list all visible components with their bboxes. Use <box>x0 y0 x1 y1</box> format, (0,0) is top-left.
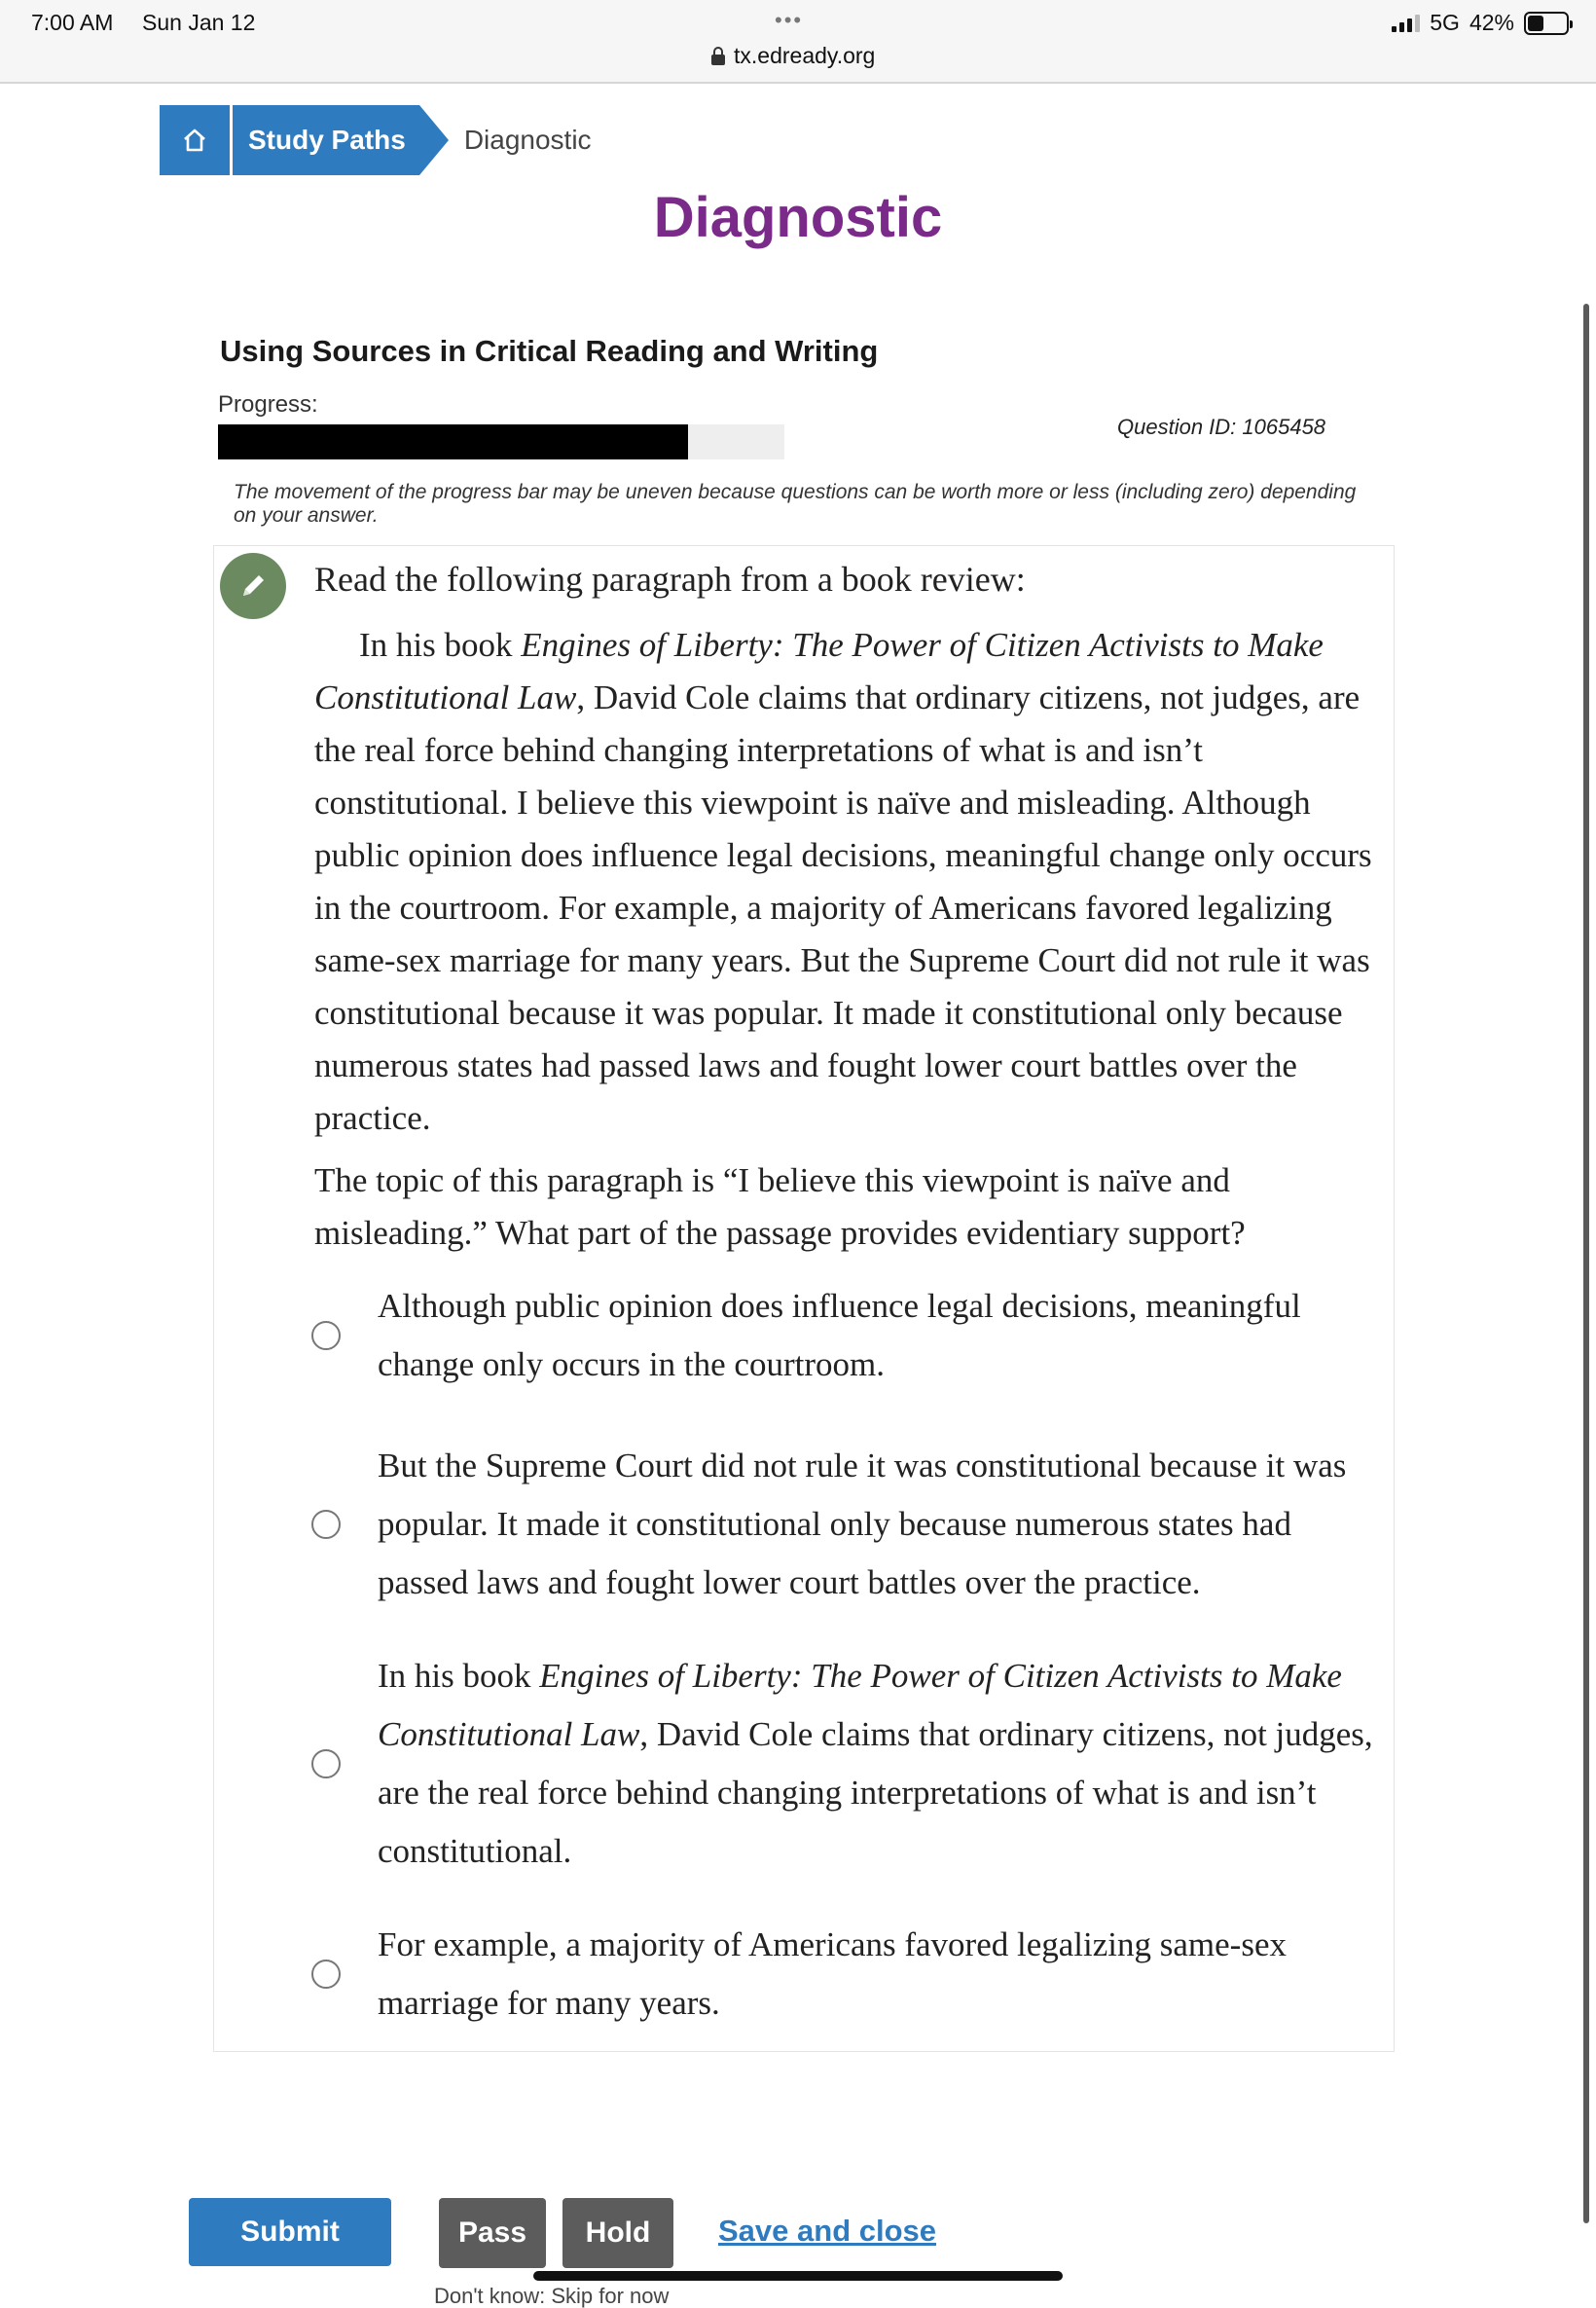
progress-note: The movement of the progress bar may be uneven because questions can be worth more or less (including zero) depending on your answer. <box>234 481 1357 527</box>
url-text: tx.edready.org <box>734 43 876 68</box>
battery-percent: 42% <box>1469 10 1514 35</box>
answer-option-4[interactable] <box>311 1916 1392 2033</box>
pass-button[interactable]: Pass <box>439 2198 546 2268</box>
breadcrumb <box>160 105 592 175</box>
option-rest: , David Cole claims that ordinary citizens, not judges, are the real force behind changing interpretations of what is and isn’t constitutional. <box>378 1715 1373 1870</box>
hold-button[interactable]: Hold <box>562 2198 673 2268</box>
progress-label: Progress: <box>218 391 318 418</box>
option-lead: In his book <box>378 1657 540 1695</box>
section-title: Using Sources in Critical Reading and Writing <box>220 334 879 368</box>
answer-option-3[interactable] <box>311 1647 1392 1881</box>
breadcrumb-arrow <box>419 105 449 175</box>
breadcrumb-study-paths-label: Study Paths <box>248 125 406 155</box>
network-label: 5G <box>1430 10 1460 35</box>
page-title: Diagnostic <box>653 186 943 249</box>
home-icon <box>181 127 208 154</box>
radio-button[interactable] <box>311 1749 341 1778</box>
home-indicator[interactable] <box>533 2271 1063 2281</box>
pencil-icon <box>236 568 271 604</box>
passage-lead: In his book <box>359 626 522 664</box>
scrollbar[interactable] <box>1583 304 1589 2223</box>
breadcrumb-current: Diagnostic <box>463 125 592 155</box>
home-button[interactable] <box>160 105 230 175</box>
address-bar[interactable] <box>710 43 875 69</box>
passage-body: , David Cole claims that ordinary citizens, not judges, are the real force behind changing interpretations of what is and isn’t constitutional. I believe this viewpoint is naïve and misleading. Although public opinion does influence legal decisions, meaningful change only occurs in the courtroom. For example, a majority of Americans favored legalizing same-sex marriage for many years. But the Supreme Court did not rule it was constitutional because it was popular. It made it constitutional only because numerous states had passed laws and fought lower court battles over the practice. <box>314 678 1372 1137</box>
question-passage <box>314 619 1395 1145</box>
radio-button[interactable] <box>311 1960 341 1989</box>
passage-book-title: Engines of Liberty: The Power of Citizen Activists to Make Constitutional Law <box>314 626 1324 716</box>
option-text: But the Supreme Court did not rule it was constitutional because it was popular. It made it constitutional only because numerous states had passed laws and fought lower court battles over the practice. <box>378 1447 1347 1601</box>
lock-icon <box>710 47 726 66</box>
question-id: Question ID: 1065458 <box>1117 415 1326 439</box>
clock-time: 7:00 AM <box>31 10 114 35</box>
radio-button[interactable] <box>311 1321 341 1350</box>
option-text: Although public opinion does influence legal decisions, meaningful change only occurs in the courtroom. <box>378 1287 1301 1383</box>
status-indicators <box>1392 10 1569 36</box>
scratchpad-button[interactable] <box>220 553 286 619</box>
progress-bar <box>218 424 784 459</box>
radio-button[interactable] <box>311 1510 341 1539</box>
clock-date: Sun Jan 12 <box>142 10 256 35</box>
save-and-close-link[interactable]: Save and close <box>718 2214 937 2248</box>
question-intro: Read the following paragraph from a book review: <box>314 560 1026 599</box>
option-book-title: Engines of Liberty: The Power of Citizen Activists to Make Constitutional Law <box>378 1657 1342 1753</box>
more-dots-icon[interactable]: ••• <box>775 8 804 32</box>
battery-level <box>1528 16 1543 31</box>
breadcrumb-study-paths[interactable] <box>233 105 419 175</box>
progress-bar-fill <box>218 424 688 459</box>
browser-status-bar <box>0 0 1596 84</box>
battery-icon <box>1524 12 1569 35</box>
submit-button[interactable]: Submit <box>189 2198 391 2266</box>
question-prompt: The topic of this paragraph is “I believe this viewpoint is naïve and misleading.” What part of the passage provides evidentiary support? <box>314 1161 1246 1252</box>
answer-option-1[interactable] <box>311 1277 1392 1394</box>
signal-icon <box>1392 15 1420 32</box>
skip-note: Don't know: Skip for now <box>434 2284 670 2308</box>
option-text <box>378 1647 1390 1881</box>
answer-option-2[interactable] <box>311 1437 1392 1612</box>
option-text: For example, a majority of Americans favored legalizing same-sex marriage for many years. <box>378 1925 1287 2022</box>
